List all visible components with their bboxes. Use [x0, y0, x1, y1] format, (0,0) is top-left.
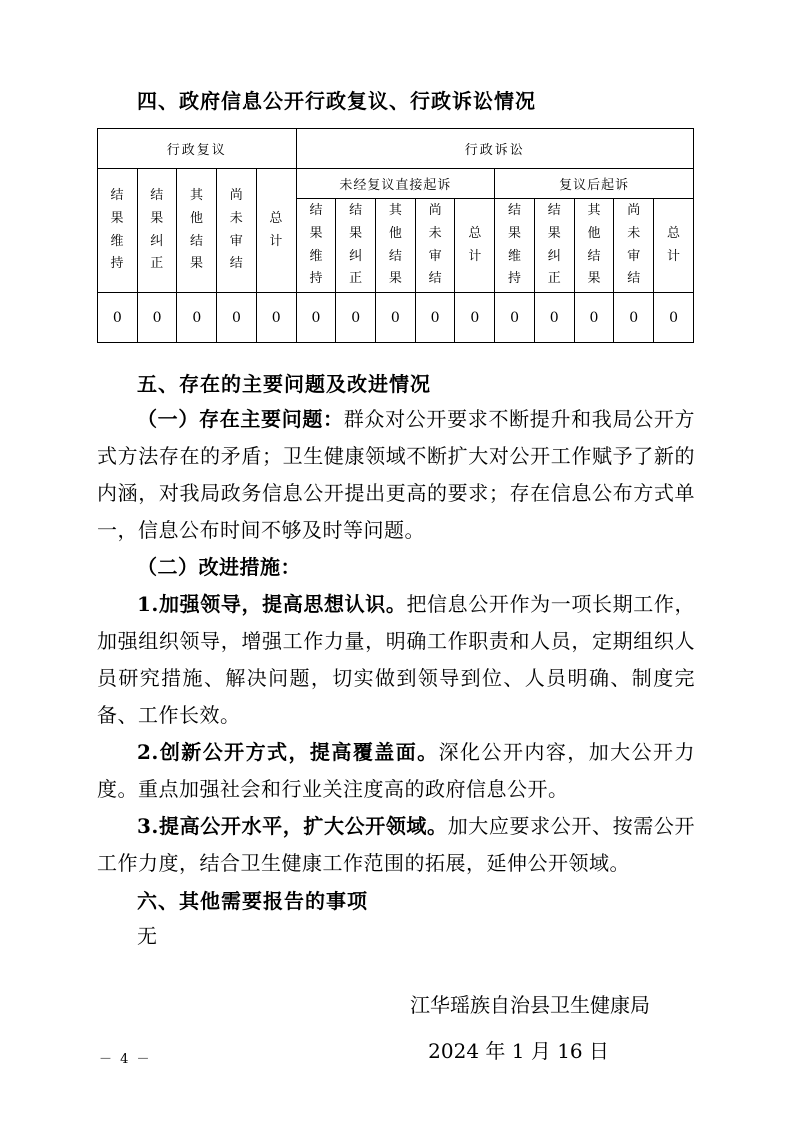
- header-label: 结果维持: [110, 188, 125, 272]
- header-cell-result-corrected: [336, 199, 376, 293]
- header-label: 结果纠正: [349, 203, 363, 287]
- para-main-problems-lead: （一）存在主要问题：: [137, 407, 344, 431]
- header-label: 其他结果: [388, 203, 402, 287]
- subgroup-header-direct-suit: 未经复议直接起诉: [296, 169, 495, 199]
- para-main-problems: [97, 401, 695, 549]
- value-cell: 0: [455, 293, 495, 343]
- para-measure-3: [97, 808, 695, 882]
- subgroup-header-suit-after-review: 复议后起诉: [495, 169, 694, 199]
- page-number: － 4 －: [99, 1052, 152, 1067]
- table-row: [98, 293, 694, 343]
- page-content: [97, 84, 695, 1071]
- group-header-reconsideration: 行政复议: [98, 129, 297, 169]
- header-cell-pending: [217, 169, 257, 293]
- header-cell-total: [256, 169, 296, 293]
- para-measure-2-lead: 2.创新公开方式，提高覆盖面。: [137, 740, 439, 764]
- header-cell-other-result: [574, 199, 614, 293]
- value-cell: 0: [574, 293, 614, 343]
- header-label: 尚未审结: [627, 203, 641, 287]
- review-litigation-table: [97, 128, 694, 343]
- header-label: 总计: [468, 225, 482, 264]
- header-label: 结果维持: [309, 203, 323, 287]
- header-label: 结果纠正: [150, 188, 165, 272]
- value-cell: 0: [336, 293, 376, 343]
- value-cell: 0: [614, 293, 654, 343]
- header-cell-result-upheld: [495, 199, 535, 293]
- section-six-heading: 六、其他需要报告的事项: [137, 889, 368, 913]
- value-cell: 0: [376, 293, 416, 343]
- value-cell: 0: [296, 293, 336, 343]
- header-cell-pending: [415, 199, 455, 293]
- table-row: [98, 169, 694, 199]
- para-measure-2: [97, 734, 695, 808]
- header-label: 总计: [269, 210, 284, 249]
- para-measure-2-body: 深化公开内容，加大公开力度。重点加强社会和行业关注度高的政府信息公开。: [97, 740, 695, 801]
- header-label: 尚未审结: [229, 188, 244, 272]
- table-row: [98, 129, 694, 169]
- value-cell: 0: [654, 293, 694, 343]
- value-cell: 0: [495, 293, 535, 343]
- section-five-heading: 五、存在的主要问题及改进情况: [137, 372, 431, 396]
- header-cell-result-corrected: [137, 169, 177, 293]
- header-label: 尚未审结: [428, 203, 442, 287]
- header-cell-other-result: [177, 169, 217, 293]
- header-cell-result-upheld: [98, 169, 138, 293]
- value-cell: 0: [217, 293, 257, 343]
- header-cell-result-corrected: [534, 199, 574, 293]
- value-cell: 0: [534, 293, 574, 343]
- value-cell: 0: [415, 293, 455, 343]
- signature-date: 2024 年 1 月 16 日: [428, 1039, 609, 1063]
- header-cell-result-upheld: [296, 199, 336, 293]
- para-measure-3-body: 加大应要求公开、按需公开工作力度，结合卫生健康工作范围的拓展，延伸公开领域。: [97, 814, 696, 875]
- section-four-heading: 四、政府信息公开行政复议、行政诉讼情况: [137, 89, 536, 113]
- header-label: 总计: [667, 225, 681, 264]
- header-label: 其他结果: [587, 203, 601, 287]
- para-improvement-measures-lead: （二）改进措施：: [137, 555, 301, 579]
- value-cell: 0: [256, 293, 296, 343]
- para-measure-1: [97, 586, 695, 734]
- para-main-problems-body: 群众对公开要求不断提升和我局公开方式方法存在的矛盾；卫生健康领域不断扩大对公开工作赋予了新的内涵，对我局政务信息公开提出更高的要求；存在信息公布方式单一，信息公布时间不够及时等问题。: [97, 407, 696, 542]
- para-improvement-measures: [97, 549, 695, 586]
- header-label: 结果维持: [508, 203, 522, 287]
- para-measure-3-lead: 3.提高公开水平，扩大公开领域。: [137, 814, 448, 838]
- para-measure-1-lead: 1.加强领导，提高思想认识。: [137, 592, 407, 616]
- signature-organization: 江华瑶族自治县卫生健康局: [410, 993, 650, 1017]
- header-label: 其他结果: [189, 188, 204, 272]
- header-cell-pending: [614, 199, 654, 293]
- para-measure-1-body: 把信息公开作为一项长期工作，加强组织领导，增强工作力量，明确工作职责和人员，定期组织人员研究措施、解决问题，切实做到领导到位、人员明确、制度完备、工作长效。: [97, 592, 695, 727]
- value-cell: 0: [177, 293, 217, 343]
- group-header-litigation: 行政诉讼: [296, 129, 693, 169]
- value-cell: 0: [98, 293, 138, 343]
- para-none: 无: [137, 924, 158, 948]
- header-label: 结果纠正: [547, 203, 561, 287]
- value-cell: 0: [137, 293, 177, 343]
- header-cell-total: [654, 199, 694, 293]
- header-cell-total: [455, 199, 495, 293]
- header-cell-other-result: [376, 199, 416, 293]
